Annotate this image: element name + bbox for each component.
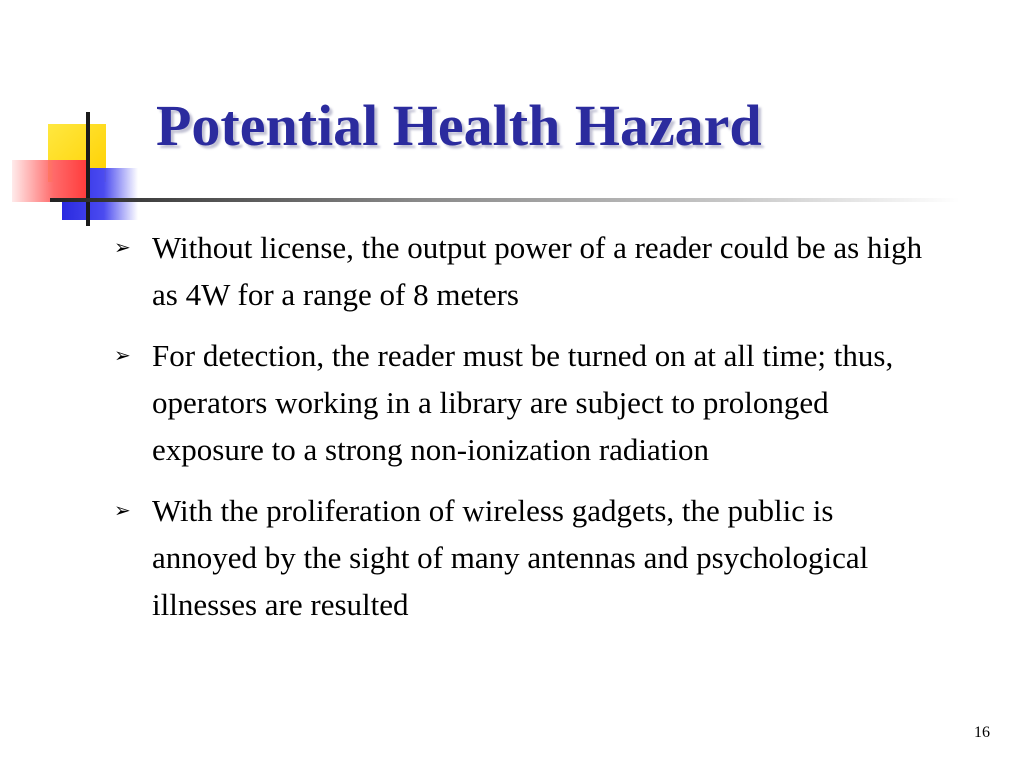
bullet-text: With the proliferation of wireless gadgets, the public is annoyed by the sight of many antennas and psychological illnesses are resulted (152, 493, 869, 622)
arrow-bullet-icon: ➢ (114, 235, 131, 259)
page-number: 16 (974, 724, 990, 741)
arrow-bullet-icon: ➢ (114, 498, 131, 522)
corner-ornament (0, 0, 160, 240)
vertical-rule (86, 112, 90, 226)
arrow-bullet-icon: ➢ (114, 343, 131, 367)
list-item (110, 487, 940, 628)
bullet-text: Without license, the output power of a reader could be as high as 4W for a range of 8 meters (152, 230, 923, 312)
slide-title: Potential Health Hazard (156, 93, 762, 158)
list-item (110, 224, 940, 318)
bullet-text: For detection, the reader must be turned on at all time; thus, operators working in a library are subject to prolonged exposure to a strong non-ionization radiation (152, 338, 894, 467)
bullet-list (110, 224, 940, 642)
title-underline-rule (50, 198, 960, 202)
list-item (110, 332, 940, 473)
red-square-decoration (12, 160, 88, 202)
